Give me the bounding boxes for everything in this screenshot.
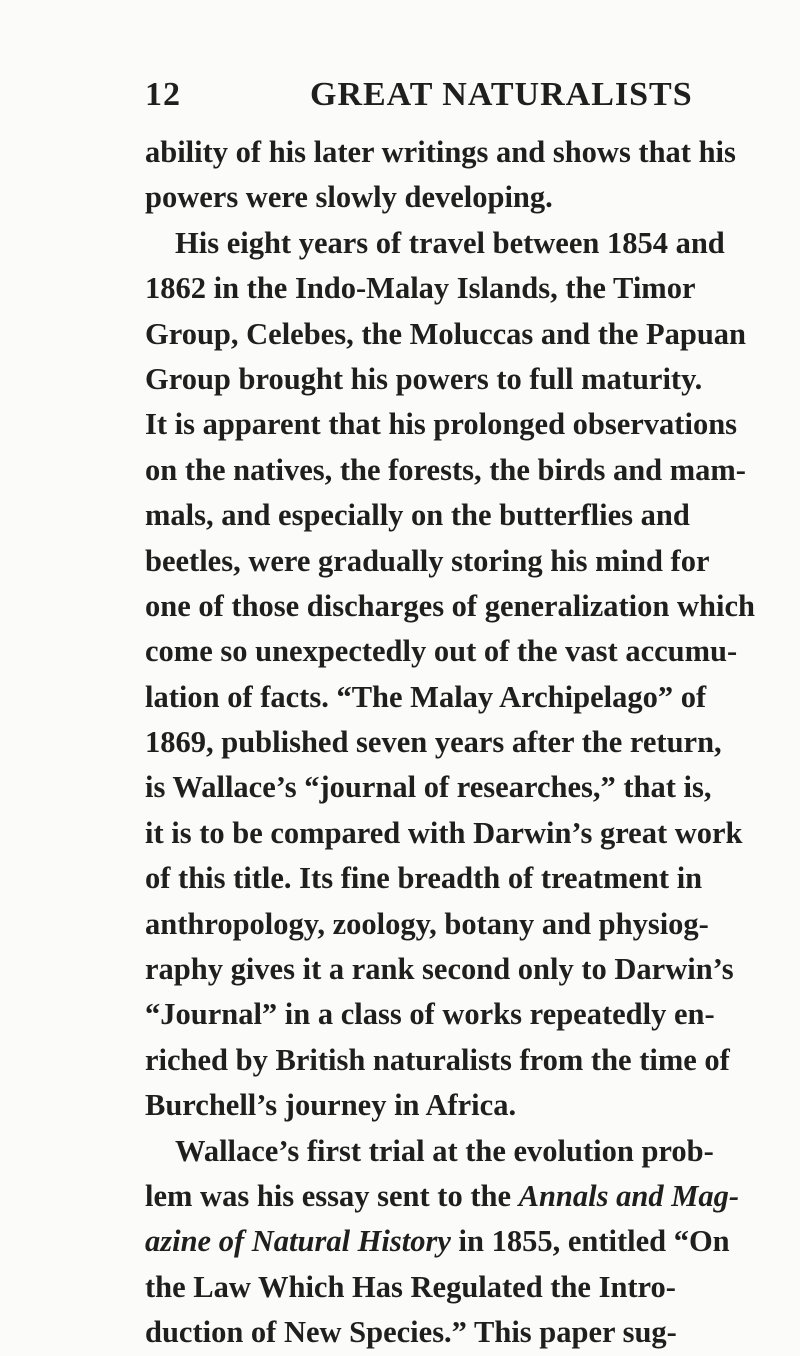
text-line [145, 1265, 780, 1310]
text-line [145, 493, 780, 538]
page-number: 12 [145, 76, 181, 113]
running-head: GREAT NATURALISTS [310, 76, 693, 113]
text-segment: one of those discharges of generalization which [145, 588, 755, 623]
text-segment: His eight years of travel between 1854 and [175, 225, 725, 260]
text-line [145, 312, 780, 357]
text-line [145, 765, 780, 810]
text-line [145, 811, 780, 856]
text-line [145, 130, 780, 175]
text-segment: Group brought his powers to full maturity. [145, 361, 703, 396]
text-line [145, 357, 780, 402]
body-text [145, 130, 780, 1356]
text-segment: ability of his later writings and shows that his [145, 135, 736, 169]
text-segment: mals, and especially on the butterflies and [145, 498, 690, 533]
text-line [145, 539, 780, 584]
text-line [145, 1129, 780, 1174]
text-segment: on the natives, the forests, the birds and mam- [145, 452, 746, 487]
text-line [145, 992, 780, 1037]
text-segment: lem was his essay sent to the [145, 1178, 519, 1213]
text-segment: lation of facts. “The Malay Archipelago” of [145, 679, 707, 714]
text-line [145, 584, 780, 629]
text-segment: Group, Celebes, the Moluccas and the Papuan [145, 316, 747, 351]
text-segment: 1862 in the Indo-Malay Islands, the Timor [145, 271, 696, 306]
text-line [145, 1038, 780, 1083]
text-segment: 1869, published seven years after the return, [145, 725, 722, 760]
text-line [145, 720, 780, 765]
text-segment: powers were slowly developing. [145, 180, 553, 215]
text-line [145, 1083, 780, 1128]
text-segment: Burchell’s journey in Africa. [145, 1088, 517, 1123]
text-line [145, 902, 780, 947]
text-segment: raphy gives it a rank second only to Darwin’s [145, 952, 734, 987]
text-segment: in 1855, entitled “On [450, 1224, 730, 1259]
text-line [145, 629, 780, 674]
text-segment: Wallace’s first trial at the evolution prob- [175, 1133, 714, 1168]
text-segment: it is to be compared with Darwin’s great work [145, 815, 743, 850]
text-segment: duction of New Species.” This paper sug- [145, 1315, 677, 1350]
text-line [145, 856, 780, 901]
text-segment: the Law Which Has Regulated the Intro- [145, 1269, 676, 1304]
text-line [145, 675, 780, 720]
text-segment: beetles, were gradually storing his mind for [145, 543, 710, 578]
text-segment: riched by British naturalists from the time of [145, 1042, 730, 1077]
text-line [145, 266, 780, 311]
page-header [145, 76, 693, 122]
text-line [145, 1310, 780, 1355]
text-line [145, 947, 780, 992]
italic-title-segment: Annals and Mag- [518, 1178, 739, 1213]
text-segment: is Wallace’s “journal of researches,” that is, [145, 770, 712, 805]
text-line [145, 448, 780, 493]
italic-title-segment: azine of Natural History [145, 1224, 451, 1259]
text-line [145, 1219, 780, 1264]
text-segment: of this title. Its fine breadth of treatment in [145, 861, 703, 896]
text-line [145, 221, 780, 266]
text-line [145, 402, 780, 447]
text-segment: It is apparent that his prolonged observations [145, 407, 738, 442]
text-segment: “Journal” in a class of works repeatedly en- [145, 997, 715, 1032]
text-line [145, 1174, 780, 1219]
text-segment: come so unexpectedly out of the vast accumu- [145, 634, 738, 669]
text-segment: anthropology, zoology, botany and physiog- [145, 906, 709, 941]
text-line [145, 175, 780, 220]
